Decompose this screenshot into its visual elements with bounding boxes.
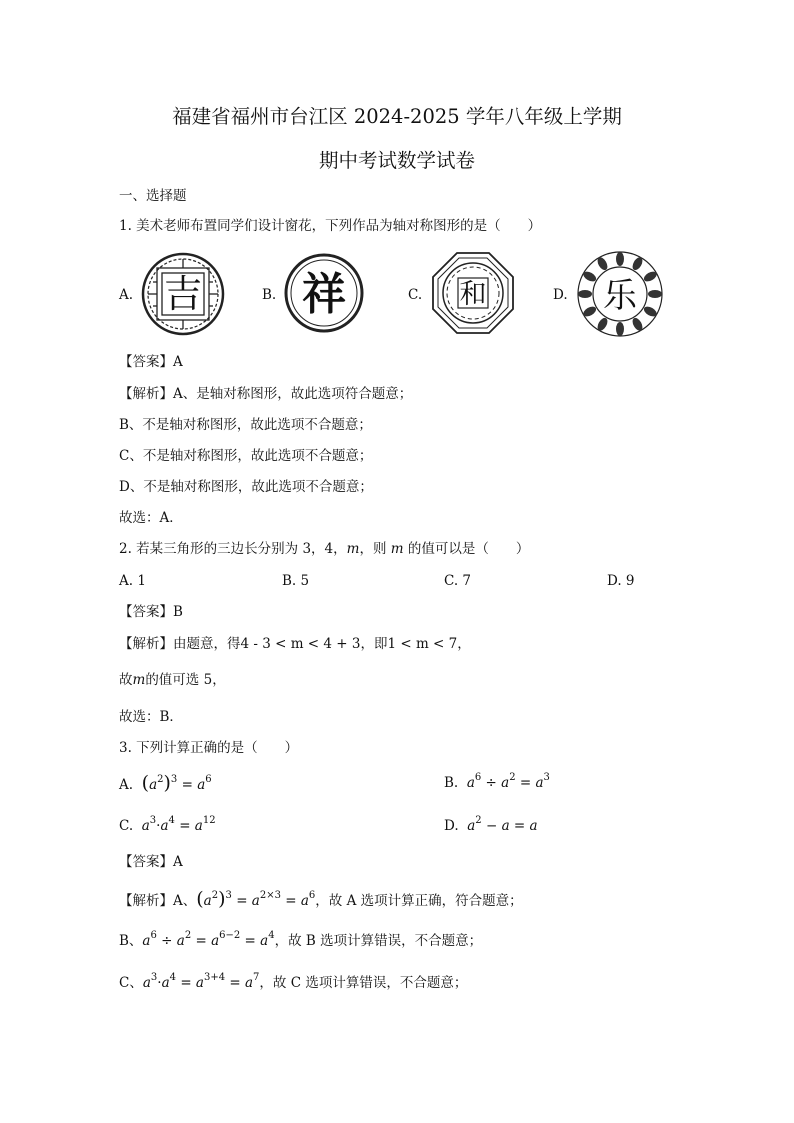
q1-option-b-label: B. <box>262 287 277 303</box>
q3-stem: 3. 下列计算正确的是（ ） <box>119 740 299 756</box>
q1-option-a-label: A. <box>119 287 134 303</box>
q1-option-c-char: 和 <box>459 279 487 310</box>
q1-option-b-char: 祥 <box>302 269 346 320</box>
q1-option-a-char: 吉 <box>163 272 203 316</box>
q2-option-a: A. 1 <box>119 573 146 589</box>
ji-window-flower-icon <box>141 252 225 336</box>
q2-analysis-line2: 故m的值可选 5， <box>119 672 226 688</box>
q1-option-d-label: D. <box>553 287 568 303</box>
q2-stem: 2. 若某三角形的三边长分别为 3，4，m，则 m 的值可以是（ ） <box>119 541 530 557</box>
q2-option-c: C. 7 <box>444 573 472 589</box>
q3-analysis-a: 【解析】A、$(a^2)^3 = a^{2\times 3} = a^6$，故 A 选项计算正确，符合题意； <box>119 888 523 910</box>
q1-analysis-line: 【解析】A、是轴对称图形，故此选项符合题意； <box>119 386 413 402</box>
xiang-window-flower-icon <box>283 252 365 334</box>
q3-option-c: C. $a^3\cdot a^4 = a^{12}$ <box>119 815 216 834</box>
q3-answer: 【答案】A <box>119 854 183 870</box>
exam-title-line1: 福建省福州市台江区 2024-2025 学年八年级上学期 <box>172 105 622 128</box>
q2-option-b: B. 5 <box>282 573 310 589</box>
q1-answer: 【答案】A <box>119 354 183 370</box>
le-window-flower-icon <box>576 250 664 338</box>
q2-conclusion: 故选：B． <box>119 709 183 725</box>
exam-title-line2: 期中考试数学试卷 <box>318 149 475 172</box>
q3-option-b: B. $a^6 \div a^2 = a^3$ <box>444 772 550 791</box>
q2-answer: 【答案】B <box>119 604 183 620</box>
q1-analysis-line: D、不是轴对称图形，故此选项不合题意； <box>119 479 373 495</box>
q3-analysis-b: B、$a^6 \div a^2 = a^{6-2} = a^4$，故 B 选项计算错误，不合题意； <box>119 930 483 949</box>
q1-analysis-line: B、不是轴对称图形，故此选项不合题意； <box>119 417 372 433</box>
q1-analysis-line: C、不是轴对称图形，故此选项不合题意； <box>119 448 373 464</box>
q1-option-d-char: 乐 <box>603 276 637 316</box>
q3-analysis-c: C、$a^3\cdot a^4 = a^{3+4} = a^7$，故 C 选项计算错误，不合题意； <box>119 972 468 991</box>
q1-conclusion: 故选：A． <box>119 510 183 526</box>
q2-option-d: D. 9 <box>607 573 635 589</box>
q3-option-a: A. $(a^2)^3 = a^6$ <box>119 772 212 794</box>
q2-analysis: 【解析】由题意，得4 - 3 < m < 4 + 3，即1 < m < 7， <box>119 636 471 652</box>
section-heading: 一、选择题 <box>119 188 187 204</box>
q1-stem: 1. 美术老师布置同学们设计窗花，下列作品为轴对称图形的是（ ） <box>119 218 542 234</box>
q3-option-d: D. $a^2 - a = a$ <box>444 815 538 834</box>
q1-option-c-label: C. <box>408 287 423 303</box>
he-window-flower-icon <box>430 250 516 336</box>
